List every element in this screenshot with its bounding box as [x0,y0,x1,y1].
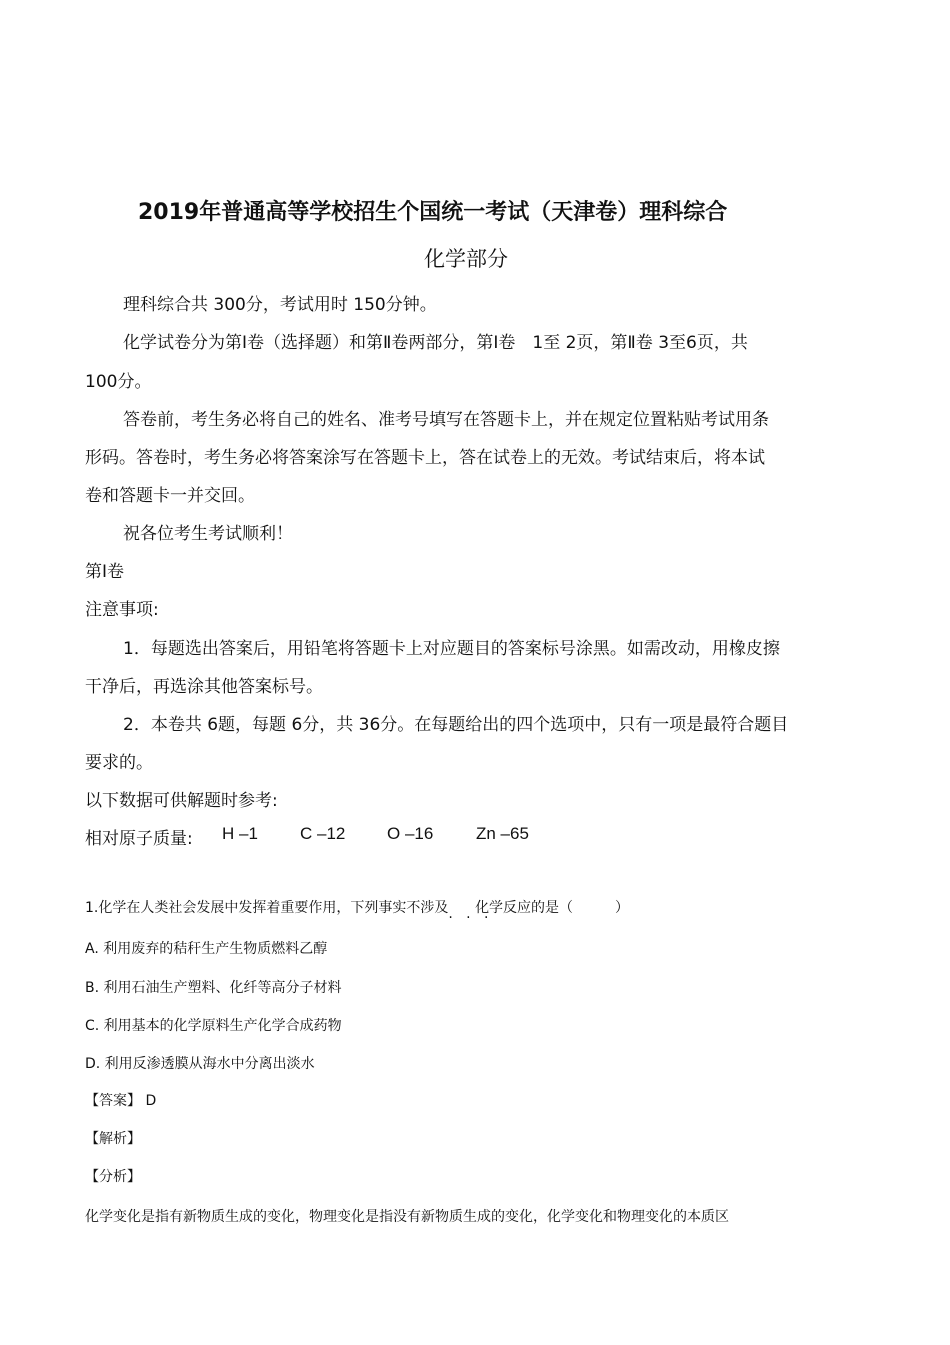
analysis-subheading: 【分析】 [85,1169,141,1185]
page-title: 2019年普通高等学校招生个国统一考试（天津卷）理科综合 [138,200,728,225]
intro-line-4: 答卷前，考生务必将自己的姓名、准考号填写在答题卡上，并在规定位置粘贴考试用条 [123,410,769,430]
intro-line-3: 100分。 [85,372,152,392]
question-stem [85,897,629,917]
reference-note: 以下数据可供解题时参考: [85,791,278,811]
option-a: A. 利用废弃的秸秆生产生物质燃料乙醇 [85,941,328,957]
intro-line-5: 形码。答卷时，考生务必将答案涂写在答题卡上，答在试卷上的无效。考试结束后，将本试 [85,448,765,468]
question-stem-part-1: 1.化学在人类社会发展中发挥着重要作用，下列事实不涉及 [85,900,449,916]
page-subtitle: 化学部分 [424,247,508,271]
intro-line-2: 化学试卷分为第Ⅰ卷（选择题）和第Ⅱ卷两部分，第Ⅰ卷 1至 2页，第Ⅱ卷 3至6页，共 [123,333,748,353]
emphasis-dots [448,900,475,916]
intro-line-6: 卷和答题卡一并交回。 [85,486,255,506]
option-c: C. 利用基本的化学原料生产化学合成药物 [85,1018,342,1034]
notice-heading: 注意事项: [85,600,159,620]
intro-line-1: 理科综合共 300分，考试用时 150分钟。 [123,295,437,315]
atomic-mass-label: 相对原子质量: [85,829,193,849]
question-stem-part-2: 化学反应的是（ ） [475,900,630,916]
option-d: D. 利用反渗透膜从海水中分离出淡水 [85,1056,315,1072]
atomic-mass-zn: Zn –65 [476,824,529,843]
note-2-line-1: 2．本卷共 6题，每题 6分，共 36分。在每题给出的四个选项中，只有一项是最符合题目 [123,715,789,735]
atomic-mass-h: H –1 [222,824,258,843]
analysis-heading: 【解析】 [85,1131,141,1147]
section-label: 第Ⅰ卷 [85,562,125,582]
atomic-mass-o: O –16 [387,824,434,843]
explanation-text: 化学变化是指有新物质生成的变化，物理变化是指没有新物质生成的变化，化学变化和物理变化的本质区 [85,1209,729,1225]
intro-line-7: 祝各位考生考试顺利！ [123,524,293,544]
note-2-line-2: 要求的。 [85,753,153,773]
note-1-line-1: 1．每题选出答案后，用铅笔将答题卡上对应题目的答案标号涂黑。如需改动，用橡皮擦 [123,639,780,659]
atomic-mass-c: C –12 [300,824,346,843]
option-b: B. 利用石油生产塑料、化纤等高分子材料 [85,980,342,996]
note-1-line-2: 干净后，再选涂其他答案标号。 [85,677,323,697]
answer-line: 【答案】 D [85,1093,157,1109]
